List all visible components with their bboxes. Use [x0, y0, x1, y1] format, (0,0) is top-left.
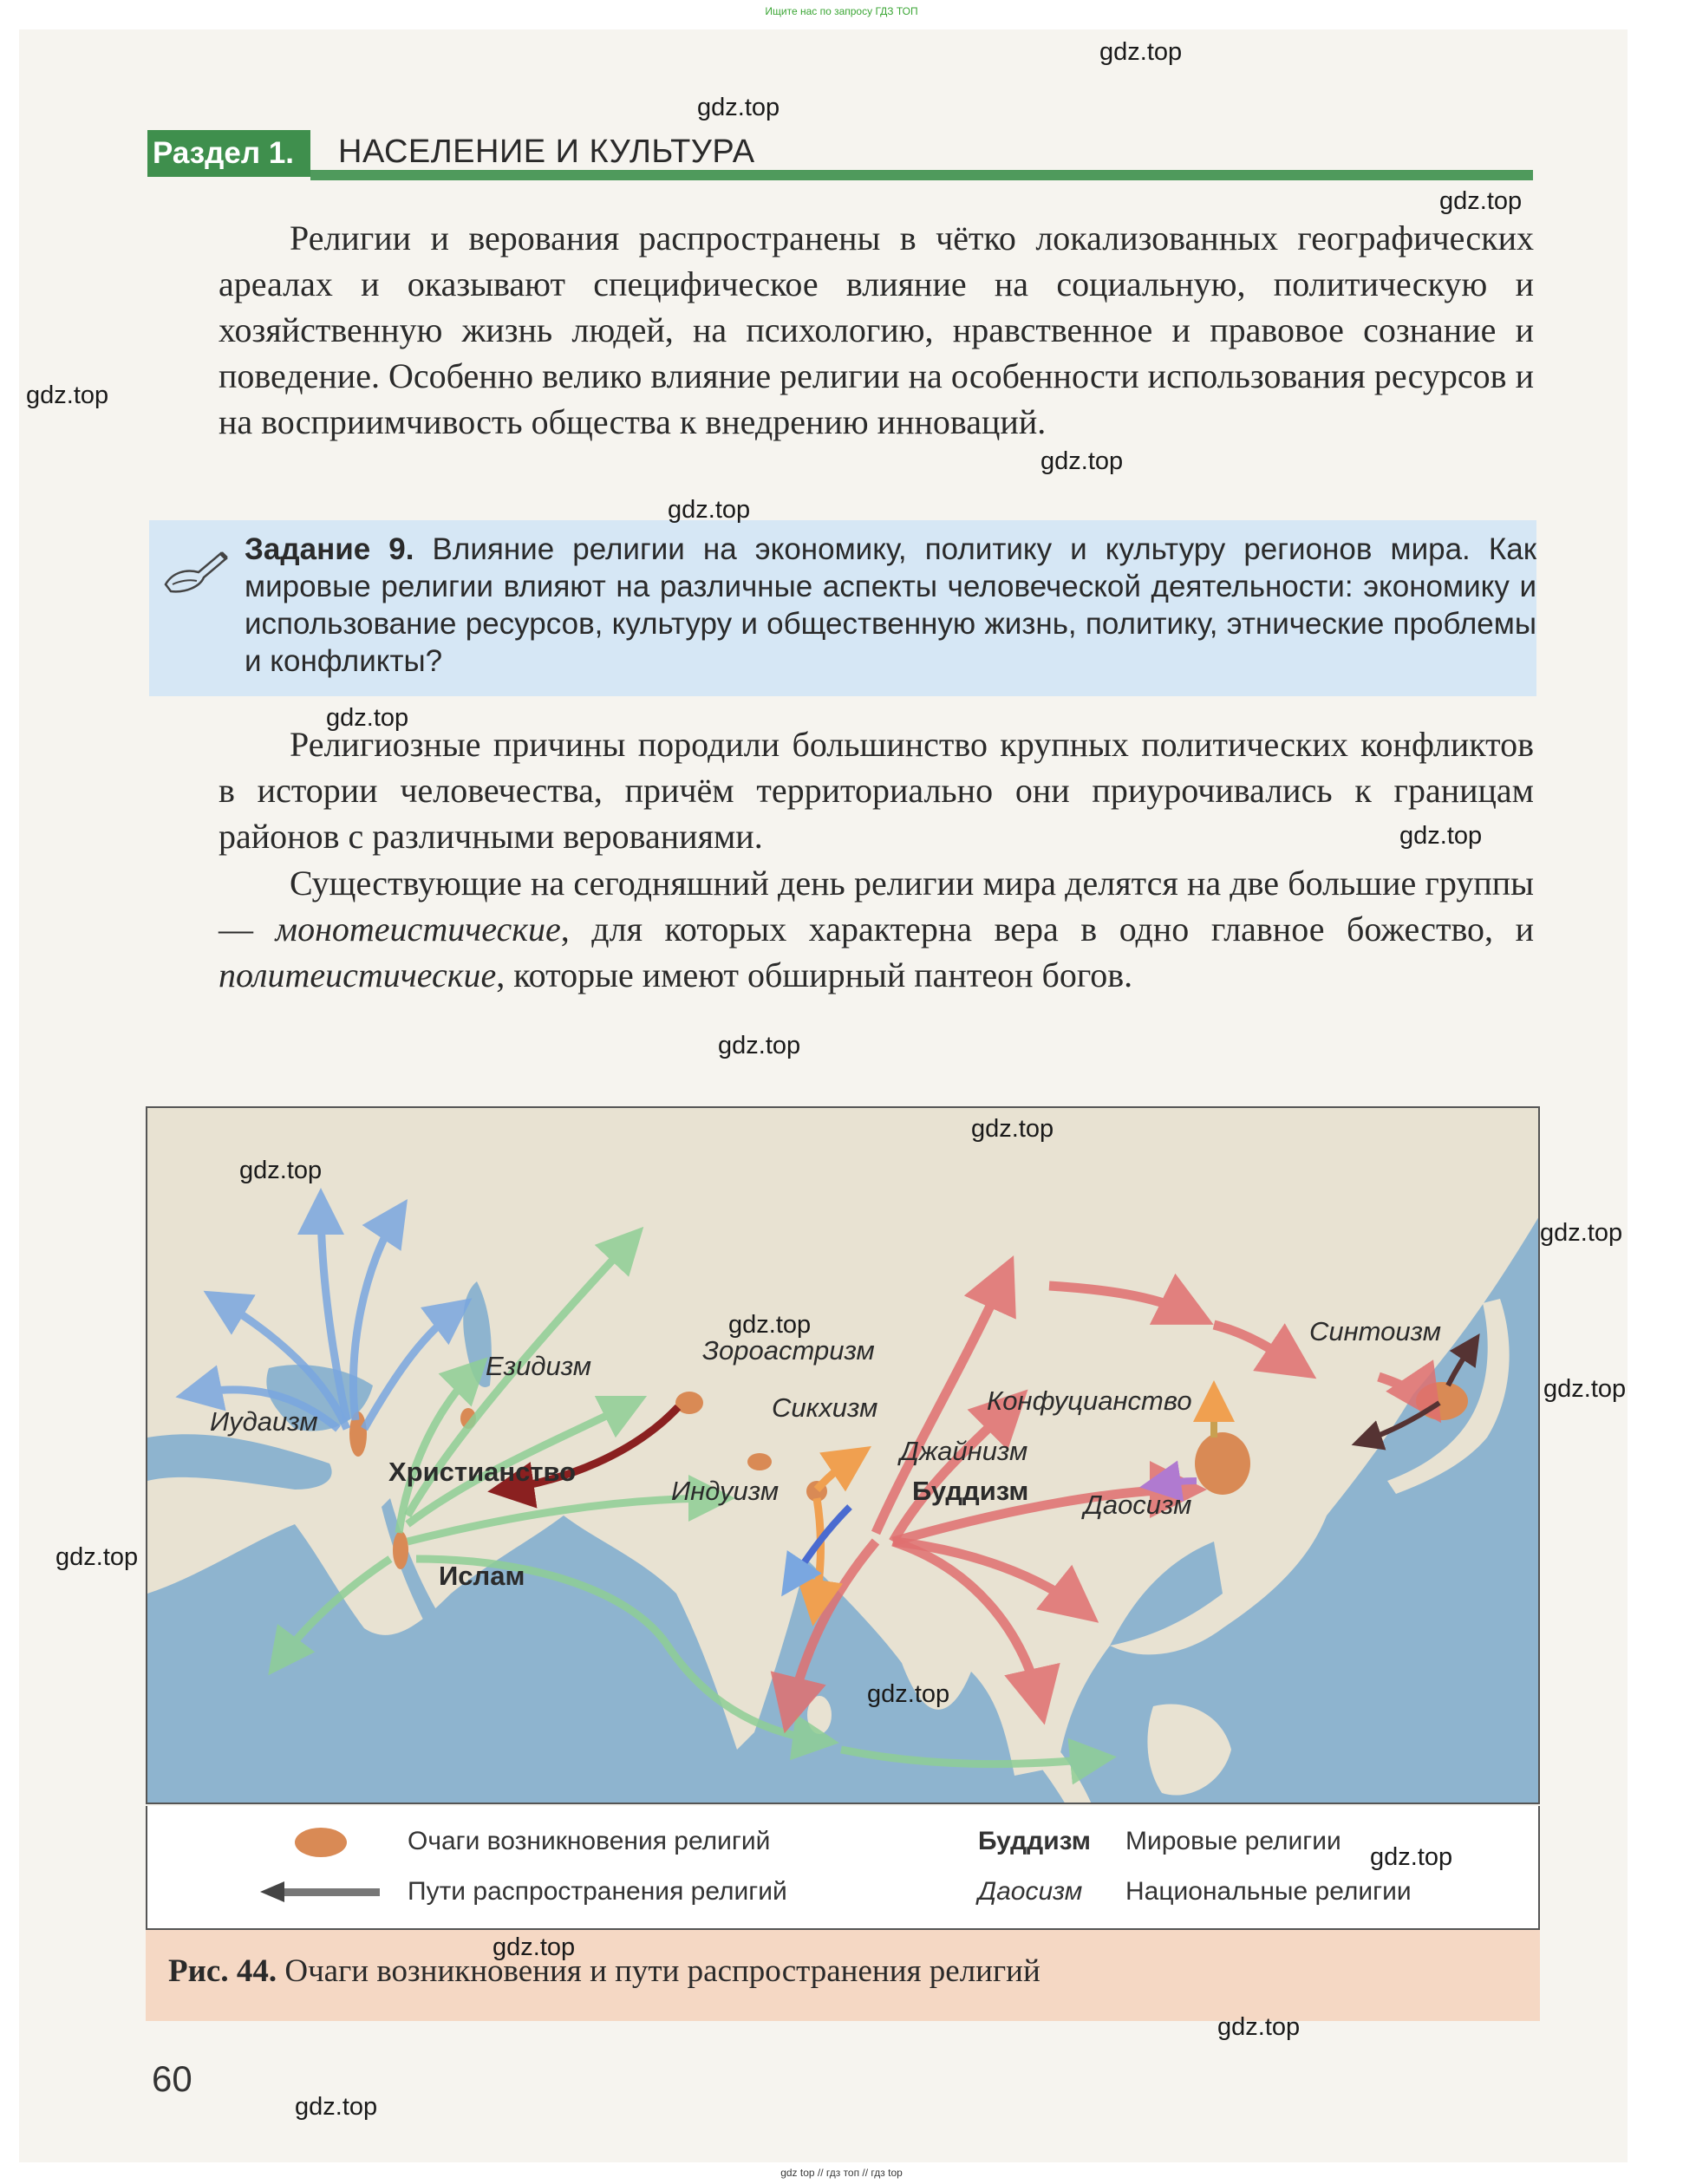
map-label-yezidism: Езидизм	[486, 1351, 592, 1381]
section-rule	[310, 170, 1533, 180]
watermark: gdz.top	[239, 1157, 323, 1184]
map-label-jainism: Джайнизм	[900, 1436, 1028, 1466]
map-label-zoroastrianism: Зороастризм	[702, 1335, 875, 1366]
watermark: gdz.top	[728, 1311, 812, 1339]
paragraph-religions-intro: Религии и верования распространены в чётко локализованных географических ареалах и оказывают специфическое влияние на социальную, политическую и хозяйственную жизнь людей, на психологию, нравственное и правовое сознание и поведение. Особенно велико влияние религии на особенности использования ресурсов и на восприимчивость общества к внедрению инноваций.	[219, 218, 1534, 441]
map-label-sikhism: Сикхизм	[772, 1392, 878, 1423]
map-label-buddhism: Буддизм	[912, 1476, 1029, 1506]
watermark: gdz.top	[1217, 2013, 1301, 2041]
watermark: gdz.top	[326, 704, 409, 732]
paragraph3-part2: , для которых характерна вера в одно главное божество, и	[560, 909, 1534, 949]
hearth-swatch-icon	[293, 1825, 349, 1860]
task-body: Влияние религии на экономику, политику и культуру регионов мира. Как мировые религии влияют на различные аспекты человеческой деятельности: экономику и использование ресурсов, культуру и общественную жизнь, политику, этнические проблемы и конфликты?	[245, 532, 1537, 678]
watermark: gdz.top	[1439, 187, 1523, 215]
top-banner[interactable]: Ищите нас по запросу ГДЗ ТОП	[765, 5, 918, 17]
path-arrow-icon	[260, 1879, 382, 1905]
watermark: gdz.top	[971, 1115, 1054, 1143]
legend-national-label: Национальные религии	[1125, 1877, 1412, 1906]
watermark: gdz.top	[668, 496, 751, 524]
watermark: gdz.top	[867, 1680, 950, 1708]
watermark: gdz.top	[697, 94, 780, 121]
map-label-judaism: Иудаизм	[210, 1406, 318, 1437]
caption-label: Рис. 44.	[168, 1953, 277, 1989]
map-label-daoism: Даосизм	[1084, 1490, 1192, 1520]
section-header	[147, 130, 1533, 184]
watermark: gdz.top	[55, 1543, 139, 1571]
legend-national-sample: Даосизм	[978, 1877, 1083, 1906]
paragraph-conflicts: Религиозные причины породили большинство крупных политических конфликтов в истории человечества, причём территориально они приурочивались к границам районов с различными верованиями.	[219, 725, 1534, 856]
watermark: gdz.top	[1540, 1219, 1623, 1247]
legend-world-sample: Буддизм	[978, 1827, 1091, 1855]
map-legend	[146, 1806, 1540, 1930]
religions-map	[146, 1106, 1540, 1804]
legend-paths-label: Пути распространения религий	[408, 1877, 787, 1906]
section-badge: Раздел 1.	[147, 130, 310, 177]
watermark: gdz.top	[1543, 1375, 1627, 1403]
map-label-islam: Ислам	[439, 1561, 525, 1591]
map-graphic	[147, 1108, 1540, 1804]
pencil-hand-icon	[160, 546, 230, 598]
watermark: gdz.top	[718, 1032, 801, 1059]
watermark: gdz.top	[1370, 1843, 1453, 1871]
watermark: gdz.top	[26, 381, 109, 409]
legend-world-label: Мировые религии	[1125, 1827, 1341, 1855]
map-label-hinduism: Индуизм	[671, 1476, 780, 1506]
watermark: gdz.top	[1040, 447, 1124, 475]
figure-44	[146, 1106, 1540, 2021]
paragraph-religion-groups	[219, 860, 1534, 998]
term-polytheistic: политеистические	[219, 955, 497, 994]
term-monotheistic: монотеистические	[275, 909, 561, 949]
watermark: gdz.top	[1099, 38, 1183, 66]
watermark: gdz.top	[493, 1933, 576, 1961]
page-number: 60	[152, 2058, 192, 2099]
task-label: Задание 9.	[245, 532, 414, 566]
task-text	[245, 531, 1536, 680]
watermark: gdz.top	[295, 2093, 378, 2121]
paragraph3-part3: , которые имеют обширный пантеон богов.	[496, 955, 1133, 994]
map-label-confucianism: Конфуцианство	[987, 1385, 1192, 1416]
figure-caption	[146, 1930, 1540, 2021]
bottom-banner[interactable]: gdz top // гдз топ // гдз top	[780, 2167, 903, 2179]
watermark: gdz.top	[1399, 822, 1483, 850]
section-title: НАСЕЛЕНИЕ И КУЛЬТУРА	[338, 134, 755, 170]
map-label-shinto: Синтоизм	[1309, 1316, 1441, 1346]
legend-hearths-label: Очаги возникновения религий	[408, 1827, 771, 1855]
caption-text: Очаги возникновения и пути распространения религий	[284, 1953, 1040, 1989]
map-label-christianity: Христианство	[388, 1457, 577, 1487]
paragraph3-part1: Существующие на сегодняшний день религии мира делятся на две большие группы —	[219, 864, 1534, 949]
